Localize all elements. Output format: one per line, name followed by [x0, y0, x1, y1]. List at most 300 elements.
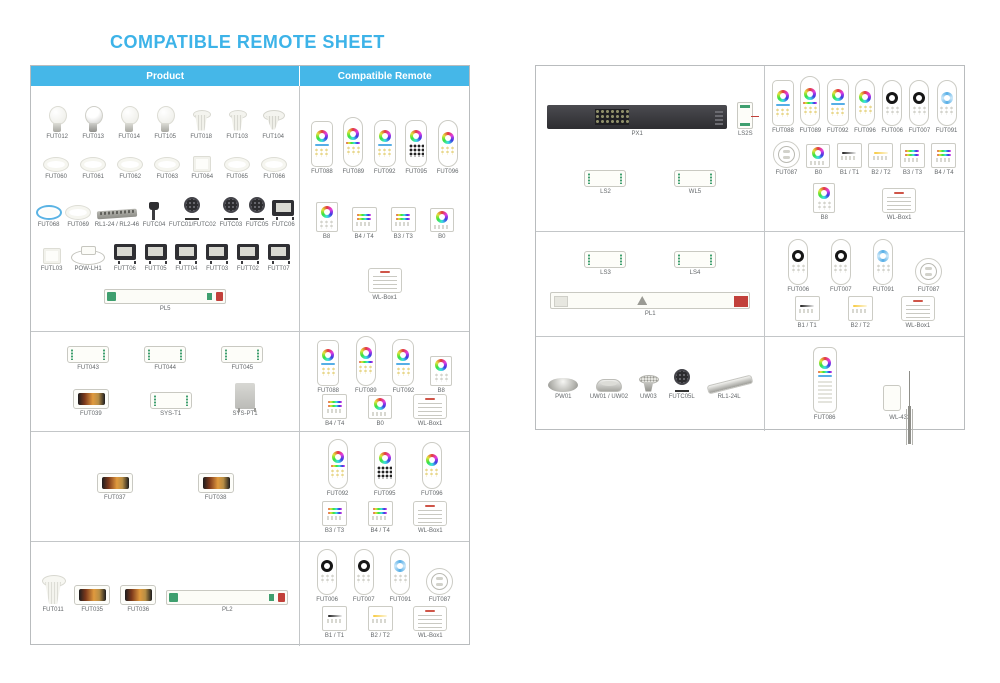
remote-item [773, 141, 800, 176]
bar-part [425, 398, 435, 400]
remote-item [413, 501, 447, 534]
product-label: FUTT07 [267, 266, 290, 272]
product-item [150, 392, 192, 417]
remote-label: B4 / T4 [370, 528, 390, 534]
ctrl-screen-icon [97, 473, 133, 493]
btns-part [314, 148, 329, 157]
remote-cell [300, 432, 469, 541]
remote-oval-icon [438, 120, 458, 167]
remote-item [353, 549, 375, 603]
product-item [104, 289, 226, 312]
bulb-metal-icon [84, 106, 102, 132]
bar-part [373, 508, 387, 510]
product-item [237, 244, 259, 272]
btns-part [396, 367, 411, 376]
wifibox-icon [368, 268, 402, 293]
bar-part [803, 102, 817, 104]
product-label: FUT014 [118, 133, 140, 140]
bar-part [328, 401, 342, 403]
bulb-icon [120, 106, 138, 132]
remote-line [302, 202, 467, 240]
product-item [206, 244, 228, 272]
product-label: LS4 [689, 270, 701, 276]
remote-item [882, 188, 916, 221]
ring-part [778, 146, 795, 163]
left-compatibility-table [30, 65, 470, 645]
remote-tall-icon [328, 439, 348, 489]
downlight-icon [154, 157, 180, 172]
btns-part [321, 367, 336, 376]
remote-label: FUT089 [354, 387, 377, 394]
panel-icon [43, 248, 61, 264]
ring-part [431, 573, 448, 590]
remote-label: B1 / T1 [324, 633, 345, 640]
btns-part [803, 106, 818, 115]
panel-gray-icon [322, 606, 347, 631]
remote-line [302, 394, 467, 427]
bar-part [937, 150, 951, 152]
wifibox-icon [882, 188, 916, 213]
panel-rainbow-icon [322, 501, 347, 526]
remote-label: FUT087 [775, 170, 798, 176]
product-item [175, 244, 197, 272]
remote-label: B2 / T2 [871, 170, 891, 176]
product-label: FUT013 [82, 133, 104, 140]
remote-oval-icon [422, 442, 442, 489]
table-row [31, 86, 469, 331]
remote-label: WL-433 [889, 415, 911, 421]
flood-icon [237, 244, 259, 264]
left-table-header [31, 66, 469, 86]
remote-label: FUT006 [787, 286, 810, 293]
remote-label: FUT091 [872, 286, 895, 293]
wheel-part [812, 147, 824, 159]
remote-line [767, 76, 962, 134]
wifibox-icon [413, 501, 447, 526]
wifibox-icon [413, 394, 447, 419]
wheel-part [379, 130, 391, 142]
product-item [584, 170, 626, 195]
wheel-part [886, 92, 898, 104]
product-label: FUTL03 [40, 266, 63, 272]
gu10-big-icon [42, 575, 64, 605]
wheel-part [435, 359, 447, 371]
wifitxt-part [418, 402, 442, 416]
product-label: FUT063 [156, 174, 179, 180]
remote-item [421, 442, 443, 497]
product-item [73, 389, 109, 417]
flood-icon [145, 244, 167, 264]
bar-part [359, 361, 373, 363]
downlight-icon [224, 157, 250, 172]
product-item [145, 244, 167, 272]
btns-part [330, 469, 345, 478]
bar-part [800, 305, 814, 307]
product-item [120, 585, 156, 613]
product-line [33, 289, 297, 312]
product-label: UW01 / UW02 [589, 393, 629, 400]
remote-label: B3 / T3 [393, 234, 413, 240]
btns-part [393, 574, 408, 583]
panel-gray-icon [795, 296, 820, 321]
product-item [117, 157, 143, 180]
downlight-icon [117, 157, 143, 172]
remote-label: WL-Box1 [886, 215, 912, 221]
wheel-part [358, 560, 370, 572]
btns-part [356, 574, 371, 583]
remote-oval-icon [855, 79, 875, 126]
wheel-part [316, 130, 328, 142]
remote-line [302, 501, 467, 534]
wifibox-icon [413, 606, 447, 631]
product-line [33, 106, 297, 140]
remote-item [368, 501, 393, 534]
remote-item [837, 143, 862, 176]
remote-label: FUT087 [917, 286, 940, 293]
remote-cell [300, 332, 469, 431]
btns-part [377, 466, 392, 479]
btns-part [912, 106, 927, 115]
remote-item [795, 296, 820, 329]
remote-item [787, 239, 809, 293]
ctrl-screen-icon [198, 473, 234, 493]
wheel-part [859, 91, 871, 103]
remote-label: B4 / T4 [354, 234, 374, 240]
product-label: FUT045 [231, 365, 254, 372]
ctrl-screen-icon [73, 389, 109, 409]
wifitxt-part [373, 275, 397, 289]
remote-round-icon [773, 141, 800, 168]
panel-yellow-icon [848, 296, 873, 321]
product-label: SYS-T1 [160, 410, 182, 417]
remote-label: B1 / T1 [839, 170, 860, 176]
ctrl-icon [674, 251, 716, 268]
product-item [737, 102, 753, 137]
product-label: FUT061 [82, 174, 104, 180]
btns-part [320, 574, 335, 583]
table-row [536, 231, 964, 336]
wheel-part [410, 130, 422, 142]
product-label: POW-LH1 [74, 266, 102, 272]
wheel-part [321, 560, 333, 572]
remote-rect-icon [772, 80, 794, 126]
product-label: UW03 [640, 393, 657, 400]
remote-tall-icon [356, 336, 376, 386]
remote-item [368, 268, 402, 301]
remote-item [322, 501, 347, 534]
wallwasher-s-icon [706, 372, 752, 392]
product-line [538, 369, 762, 400]
product-item [67, 346, 109, 371]
btns-part [346, 146, 361, 155]
bar-part [818, 371, 832, 373]
product-label: FUT039 [80, 410, 102, 417]
product-line [538, 292, 762, 317]
product-item [144, 346, 186, 371]
panel-yellow-icon [368, 606, 393, 631]
panel-gray-icon [837, 143, 862, 168]
remote-label: WL-Box1 [372, 294, 398, 301]
btnrow-part [873, 156, 889, 160]
ctrl-icon [584, 251, 626, 268]
bar-part [831, 103, 845, 105]
wheel-part [332, 451, 344, 463]
product-label: PL5 [159, 305, 171, 312]
btns-part [791, 264, 806, 273]
ctrl-icon [67, 346, 109, 363]
remote-label: FUT096 [854, 128, 876, 134]
btnrow-part [799, 309, 815, 313]
bar-part [321, 363, 335, 365]
wheel-part [360, 347, 372, 359]
product-item [639, 375, 657, 400]
wallwasher-icon [97, 208, 137, 220]
wheel-part [804, 88, 816, 100]
product-item [43, 157, 69, 180]
product-item [169, 197, 216, 228]
remote-label: WL-Box1 [417, 528, 443, 534]
product-item [191, 156, 213, 180]
bar-part [396, 363, 410, 365]
product-label: FUTC06 [272, 221, 295, 228]
product-label: FUTC03 [219, 221, 243, 228]
table-row [31, 431, 469, 541]
bar-part [357, 214, 371, 216]
remote-label: FUT006 [316, 596, 338, 603]
product-label: FUT035 [81, 607, 103, 613]
remote-item [900, 143, 925, 176]
remote-item [813, 347, 837, 421]
product-cell [31, 432, 300, 541]
product-item [674, 170, 716, 195]
remote-item [854, 79, 876, 134]
remote-label: B3 / T3 [902, 170, 923, 176]
wheel-part [321, 206, 333, 218]
remote-line [302, 117, 467, 175]
btnrow-part [372, 412, 388, 416]
product-item [154, 157, 180, 180]
panel-b8-icon [316, 202, 338, 232]
panel-rainbow-icon [931, 143, 956, 168]
wifitxt-part [887, 196, 911, 210]
remote-item [391, 207, 416, 240]
remote-item [342, 117, 364, 175]
uwcup-icon [639, 375, 657, 392]
remote-cell [300, 542, 469, 646]
product-item [233, 383, 258, 417]
remote-round-icon [426, 568, 453, 595]
btns-part [424, 468, 439, 477]
btns-part [939, 106, 954, 115]
product-item [82, 106, 104, 140]
btnrow-part [327, 619, 343, 623]
product-item [550, 292, 750, 317]
product-line [538, 251, 762, 276]
btns-part [876, 264, 891, 273]
remote-item [827, 79, 849, 134]
ctrl-screen-icon [120, 585, 156, 605]
remote-label: FUT092 [392, 387, 415, 394]
remote-label: FUT092 [326, 491, 349, 497]
bar-part [346, 142, 360, 144]
remote-label: FUT086 [813, 415, 836, 421]
remote-item [317, 340, 339, 394]
bar-part [818, 375, 832, 377]
compatible-remote-column-header: Compatible Remote [337, 70, 432, 82]
remote-blue-icon [937, 80, 957, 126]
remote-tall-icon [800, 76, 820, 126]
remote-label: B0 [814, 170, 823, 176]
product-cell [31, 542, 300, 646]
product-cell [31, 86, 300, 331]
btnrow-part [852, 309, 868, 313]
product-line [33, 244, 297, 272]
remote-item [392, 339, 414, 394]
sysbox-icon [235, 383, 255, 409]
bar-part [425, 505, 435, 507]
product-line [538, 170, 762, 195]
remote-label: FUT007 [829, 286, 852, 293]
btns-part [830, 107, 845, 116]
btns-part [775, 108, 790, 117]
remote-label: FUT095 [405, 168, 428, 175]
wheel-part [374, 398, 386, 410]
page-title: COMPATIBLE REMOTE SHEET [110, 32, 385, 52]
remote-label: FUT088 [317, 387, 340, 394]
btns-part [858, 105, 873, 114]
product-item [584, 251, 626, 276]
floodround-icon [672, 369, 692, 392]
wheel-part [832, 89, 844, 101]
product-item [74, 585, 110, 613]
remote-label: B8 [437, 387, 445, 394]
bulb-icon [156, 106, 174, 132]
remote-item [374, 442, 396, 497]
wheel-part [394, 560, 406, 572]
flood-icon [268, 244, 290, 264]
remote-label: WL-Box1 [417, 421, 443, 428]
driver-icon [166, 590, 288, 605]
downlight-icon [80, 157, 106, 172]
product-item [262, 110, 284, 140]
wheel-part [347, 128, 359, 140]
downlight-icon [43, 157, 69, 172]
remote-label: FUT096 [436, 168, 459, 175]
remote-label: FUT096 [420, 491, 443, 497]
remote-item [915, 258, 942, 293]
bar-part [328, 508, 342, 510]
product-label: FUT011 [42, 607, 64, 613]
product-item [198, 473, 234, 501]
remote-blue-icon [873, 239, 893, 285]
din-icon [737, 102, 753, 129]
btns-part [434, 373, 449, 382]
table-row [536, 336, 964, 431]
remote-rect-icon [317, 340, 339, 386]
product-label: LS3 [600, 270, 611, 276]
remote-line [302, 268, 467, 301]
product-label: FUT037 [103, 494, 126, 501]
bar-part [842, 152, 856, 154]
btns-part [358, 365, 373, 374]
product-label: RL1-24 / RL2-46 [94, 221, 140, 228]
remote-line [302, 606, 467, 639]
btnrow-part [395, 222, 411, 226]
bar-part [331, 465, 345, 467]
remote-label: B3 / T3 [324, 528, 345, 534]
ring-part [920, 263, 937, 280]
remote-line [767, 141, 962, 176]
btncol-part [818, 379, 832, 403]
flood-icon [114, 244, 136, 264]
remote-item [322, 606, 347, 639]
wheel-part [322, 349, 334, 361]
table-row [31, 331, 469, 431]
product-label: FUT012 [46, 133, 68, 140]
product-cell [536, 232, 765, 336]
driver-dark-icon [547, 105, 727, 129]
btnrow-part [936, 158, 952, 162]
product-label: FUTT03 [206, 266, 229, 272]
wheel-part [777, 90, 789, 102]
remote-item [806, 144, 830, 176]
product-item [46, 106, 68, 140]
wheel-part [379, 452, 391, 464]
product-item [71, 246, 105, 272]
wifitxt-part [418, 509, 442, 523]
remote-line [767, 239, 962, 293]
btnrow-part [356, 222, 372, 226]
product-label: RL1-24L [717, 393, 741, 400]
btns-part [319, 220, 334, 229]
panel-b0-icon [430, 208, 454, 232]
bar-part [380, 271, 390, 273]
flood-icon [175, 244, 197, 264]
remote-item [352, 207, 377, 240]
product-label: FUT038 [204, 494, 227, 501]
remote-label: FUT092 [826, 128, 849, 134]
product-item [154, 106, 176, 140]
flood-icon [206, 244, 228, 264]
bar-part [357, 218, 371, 220]
remote-item [322, 394, 347, 427]
product-item [224, 157, 250, 180]
product-label: WL5 [688, 189, 702, 195]
product-label: PL2 [221, 607, 233, 613]
remote-line [767, 183, 962, 221]
panel-rainbow-icon [368, 501, 393, 526]
product-cell [536, 337, 765, 431]
remote-item [830, 239, 852, 293]
remote-item [355, 336, 377, 394]
remote-item [437, 120, 459, 175]
remote-label: WL-Box1 [905, 323, 931, 330]
wheel-part [835, 250, 847, 262]
product-item [80, 157, 106, 180]
wheel-part [913, 92, 925, 104]
remote-label: FUT087 [428, 596, 451, 603]
product-item [674, 251, 716, 276]
remote-label: B8 [322, 234, 331, 240]
remote-black-icon [354, 549, 374, 595]
wheel-part [819, 357, 831, 369]
remote-black-icon [788, 239, 808, 285]
panel-b0-icon [806, 144, 830, 168]
remote-black-icon [909, 80, 929, 126]
product-column-header: Product [31, 66, 300, 86]
product-line [538, 102, 762, 137]
remote-label: B8 [820, 215, 828, 221]
